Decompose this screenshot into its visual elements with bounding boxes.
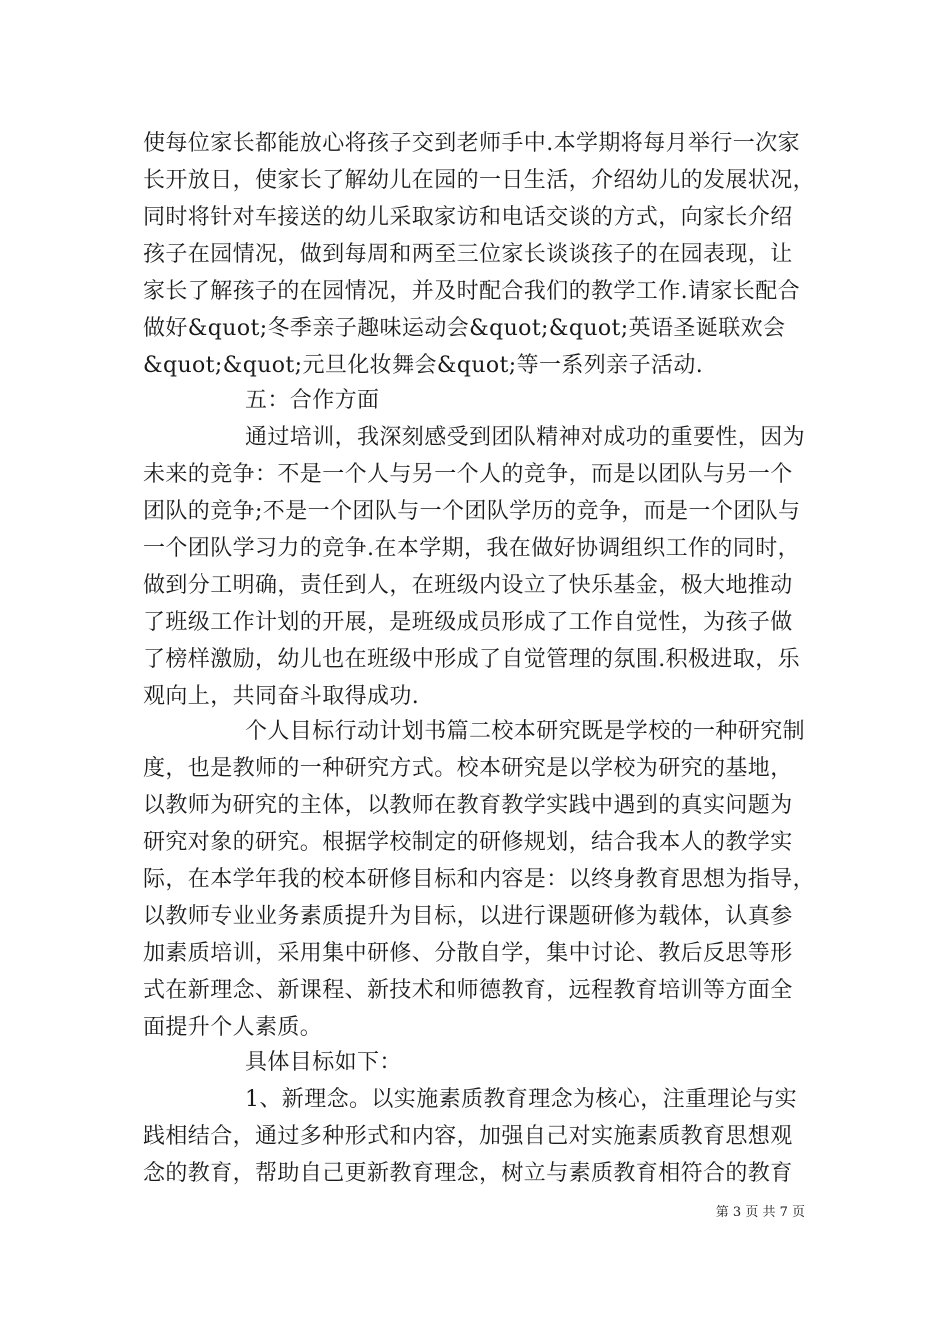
text-line: 通过培训，我深刻感受到团队精神对成功的重要性，因为 [245,425,806,450]
text-line: 个人目标行动计划书篇二校本研究既是学校的一种研究制 [245,719,806,744]
text-line: 以教师为研究的主体，以教师在教育教学实践中遇到的真实问题为 [143,793,793,818]
text-line: 了班级工作计划的开展，是班级成员形成了工作自觉性，为孩子做 [143,610,793,635]
text-line: 孩子在园情况，做到每周和两至三位家长谈谈孩子的在园表现，让 [143,242,793,267]
text-line: 念的教育，帮助自己更新教育理念，树立与素质教育相符合的教育 [143,1161,793,1186]
text-line: 研究对象的研究。根据学校制定的研修规划，结合我本人的教学实 [143,830,793,855]
page-number: 第 3 页 共 7 页 [715,1205,805,1220]
text-line: 1、新理念。以实施素质教育理念为核心，注重理论与实 [245,1087,797,1112]
text-line: 做到分工明确，责任到人，在班级内设立了快乐基金，极大地推动 [143,573,793,598]
text-line: 一个团队学习力的竞争.在本学期，我在做好协调组织工作的同时， [143,536,800,561]
section-heading: 五：合作方面 [245,388,380,413]
text-line: 际，在本学年我的校本研修目标和内容是：以终身教育思想为指导， [143,867,816,892]
text-line: 做好&quot;冬季亲子趣味运动会&quot;&quot;英语圣诞联欢会 [143,316,786,341]
text-line: 团队的竞争;不是一个团队与一个团队学历的竞争，而是一个团队与 [143,499,801,524]
text-line: 式在新理念、新课程、新技术和师德教育，远程教育培训等方面全 [143,978,793,1003]
text-line: 家长了解孩子的在园情况，并及时配合我们的教学工作.请家长配合 [143,279,800,304]
text-line: 践相结合，通过多种形式和内容，加强自己对实施素质教育思想观 [143,1124,793,1149]
text-line: 以教师专业业务素质提升为目标，以进行课题研修为载体，认真参 [143,904,793,929]
text-line: 度，也是教师的一种研究方式。校本研究是以学校为研究的基地， [143,756,793,781]
text-line: 面提升个人素质。 [143,1015,323,1040]
text-line: 未来的竞争：不是一个人与另一个人的竞争，而是以团队与另一个 [143,462,793,487]
text-line: 同时将针对车接送的幼儿采取家访和电话交谈的方式，向家长介绍 [143,205,793,230]
text-line: 长开放日，使家长了解幼儿在园的一日生活，介绍幼儿的发展状况， [143,168,816,193]
text-line: 了榜样激励，幼儿也在班级中形成了自觉管理的氛围.积极进取，乐 [143,647,800,672]
text-line: &quot;&quot;元旦化妆舞会&quot;等一系列亲子活动. [143,353,704,378]
text-line: 加素质培训，采用集中研修、分散自学，集中讨论、教后反思等形 [143,941,793,966]
text-line: 具体目标如下： [245,1050,402,1075]
text-line: 使每位家长都能放心将孩子交到老师手中.本学期将每月举行一次家 [143,131,800,156]
text-line: 观向上，共同奋斗取得成功. [143,684,420,709]
